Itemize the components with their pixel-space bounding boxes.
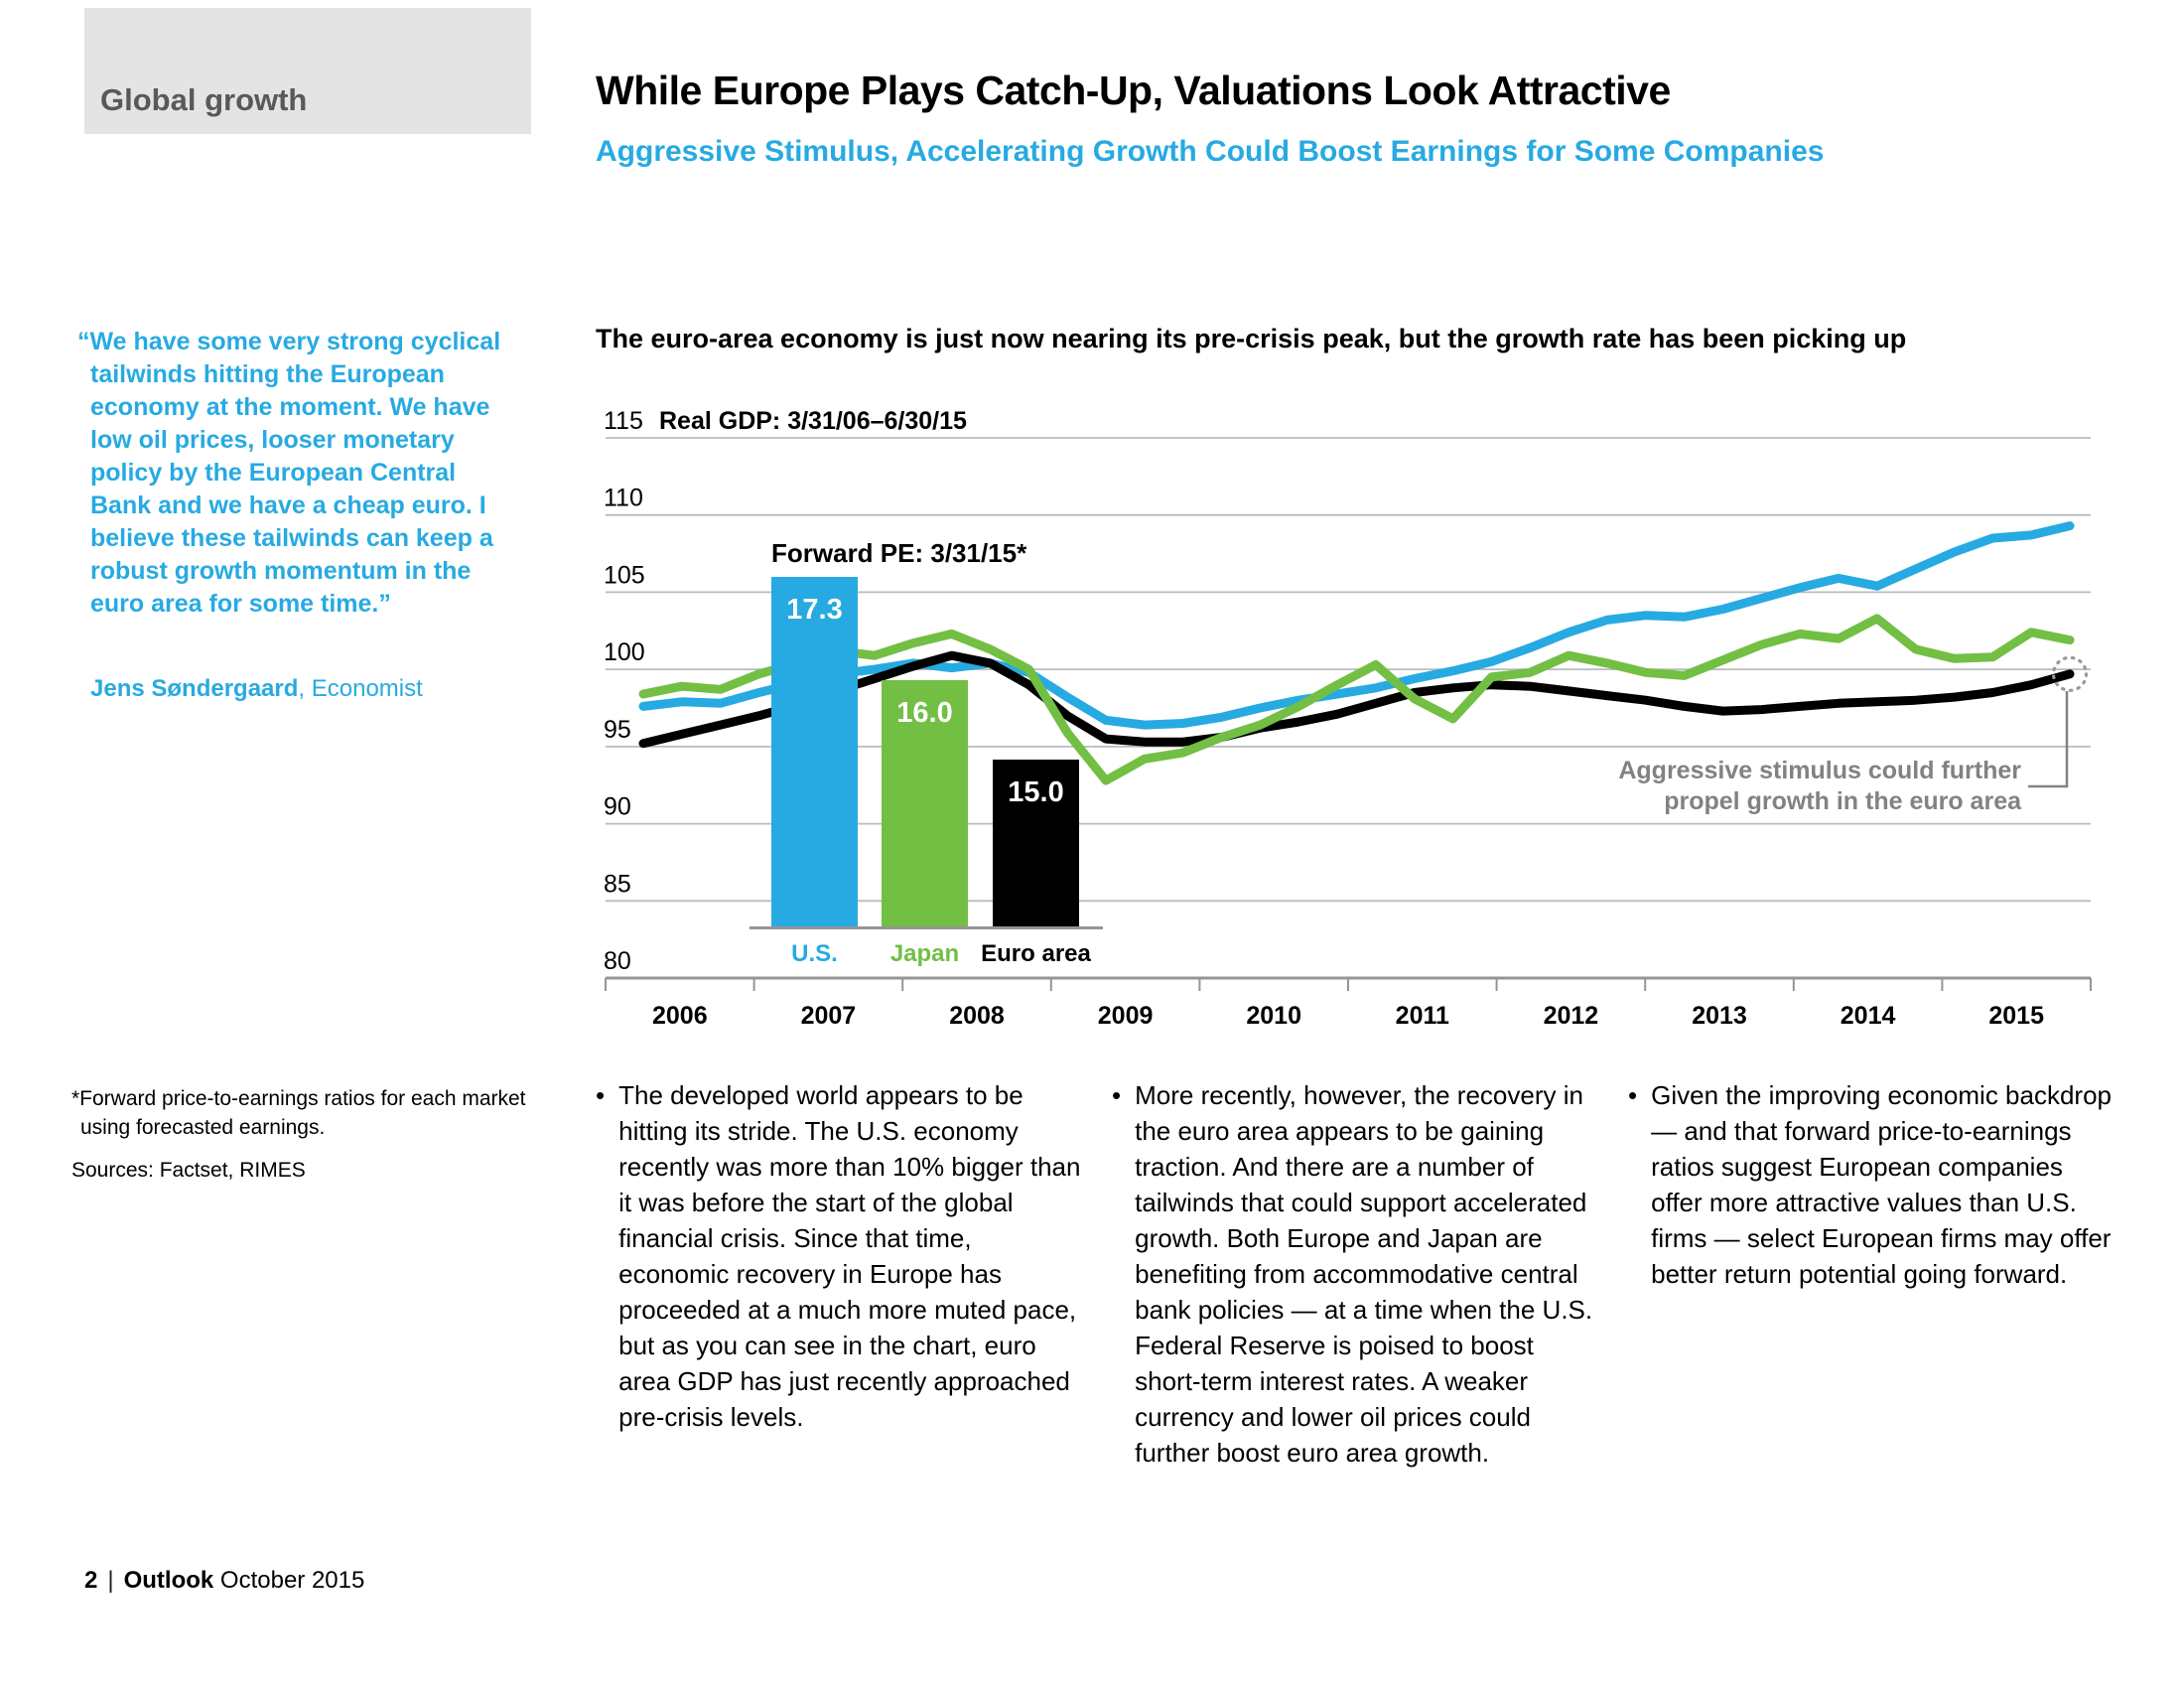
x-tick-label: 2006 (651, 1002, 708, 1030)
x-tick-label: 2009 (1097, 1002, 1154, 1030)
section-label: Global growth (100, 82, 308, 117)
pe-bar-value: 15.0 (1008, 776, 1064, 808)
chart-heading: The euro-area economy is just now nearing its pre-crisis peak, but the growth rate has been picking up (596, 324, 1907, 353)
y-tick-label: 85 (604, 870, 631, 899)
x-tick-label: 2015 (1988, 1002, 2045, 1030)
quote-author-role: , Economist (298, 675, 423, 702)
bullet-icon: • (1112, 1080, 1122, 1110)
pe-bar-value: 16.0 (896, 697, 953, 729)
pe-bar-name: Euro area (981, 940, 1091, 967)
page-number: 2 (84, 1567, 98, 1594)
page-subtitle: Aggressive Stimulus, Accelerating Growth Could Boost Earnings for Some Companies (596, 135, 1825, 168)
footnote (71, 1084, 538, 1198)
annotation-connector (2028, 691, 2067, 786)
x-tick-label: 2011 (1395, 1002, 1449, 1030)
pe-bar-value: 17.3 (786, 594, 843, 626)
y-tick-label: 80 (604, 947, 631, 975)
y-tick-label: 115 (604, 407, 643, 435)
gdp-pe-chart (576, 397, 2154, 1053)
x-tick-label: 2010 (1246, 1002, 1302, 1030)
x-tick-label: 2013 (1692, 1002, 1747, 1030)
chart-area (576, 397, 2154, 1053)
page-footer (84, 1567, 364, 1595)
bullet-icon: • (596, 1080, 606, 1110)
x-tick-label: 2012 (1543, 1002, 1599, 1030)
bullet-text-2: More recently, however, the recovery in the euro area appears to be gaining traction. And there are a number of tailwinds that could support accelerated growth. Both Europe and Japan are benefiting from accommodative central bank policies — at a time when the U.S. Federal Reserve is poised to boost short-term interest rates. A weaker currency and lower oil prices could further boost euro area growth. (1135, 1080, 1593, 1468)
footnote-text: *Forward price-to-earnings ratios for each market using forecasted earnings. (71, 1087, 526, 1139)
x-tick-label: 2008 (949, 1002, 1005, 1030)
issue-date: October 2015 (219, 1567, 365, 1594)
section-label-box (84, 8, 531, 134)
bullet-icon: • (1628, 1080, 1638, 1110)
publication-name: Outlook (123, 1567, 214, 1594)
pe-bar-name: U.S. (791, 940, 838, 967)
series-range-label: Real GDP: 3/31/06–6/30/15 (659, 407, 967, 435)
y-tick-label: 110 (604, 484, 643, 512)
x-tick-label: 2007 (800, 1002, 857, 1030)
x-tick-label: 2014 (1840, 1002, 1896, 1030)
page-title: While Europe Plays Catch-Up, Valuations Look Attractive (596, 68, 1671, 113)
bullet-column-1 (596, 1077, 1082, 1435)
footer-separator: | (107, 1567, 114, 1594)
bullet-text-1: The developed world appears to be hitting its stride. The U.S. economy recently was more than 10% bigger than it was before the start of the global financial crisis. Since that time, economic recovery in Europe has proceeded at a much more muted pace, but as you can see in the chart, euro area GDP has just recently approached pre-crisis levels. (618, 1080, 1081, 1432)
pull-quote: “We have some very strong cyclical tailwinds hitting the European economy at the moment. We have low oil prices, looser monetary policy by the European Central Bank and we have a cheap euro. I believe these tailwinds can keep a robust growth momentum in the euro area for some time.” (77, 328, 501, 618)
y-tick-label: 105 (604, 561, 645, 590)
y-tick-label: 100 (604, 638, 645, 667)
annotation-text: Aggressive stimulus could further propel growth in the euro area (1618, 757, 2021, 815)
pe-bars-label: Forward PE: 3/31/15* (771, 538, 1027, 568)
quote-author: Jens Søndergaard (90, 675, 299, 702)
bullet-column-2 (1112, 1077, 1598, 1471)
quote-attribution (90, 675, 527, 703)
pe-bar-u-s- (771, 577, 858, 926)
bullet-column-3 (1628, 1077, 2115, 1292)
sources-text: Sources: Factset, RIMES (71, 1159, 306, 1182)
y-tick-label: 95 (604, 715, 631, 744)
bullet-text-3: Given the improving economic backdrop — and that forward price-to-earnings ratios suggest European companies offer more attractive values than U.S. firms — select European firms may offer better return potential going forward. (1651, 1080, 2113, 1289)
y-tick-label: 90 (604, 792, 631, 821)
pe-bar-name: Japan (889, 940, 960, 967)
